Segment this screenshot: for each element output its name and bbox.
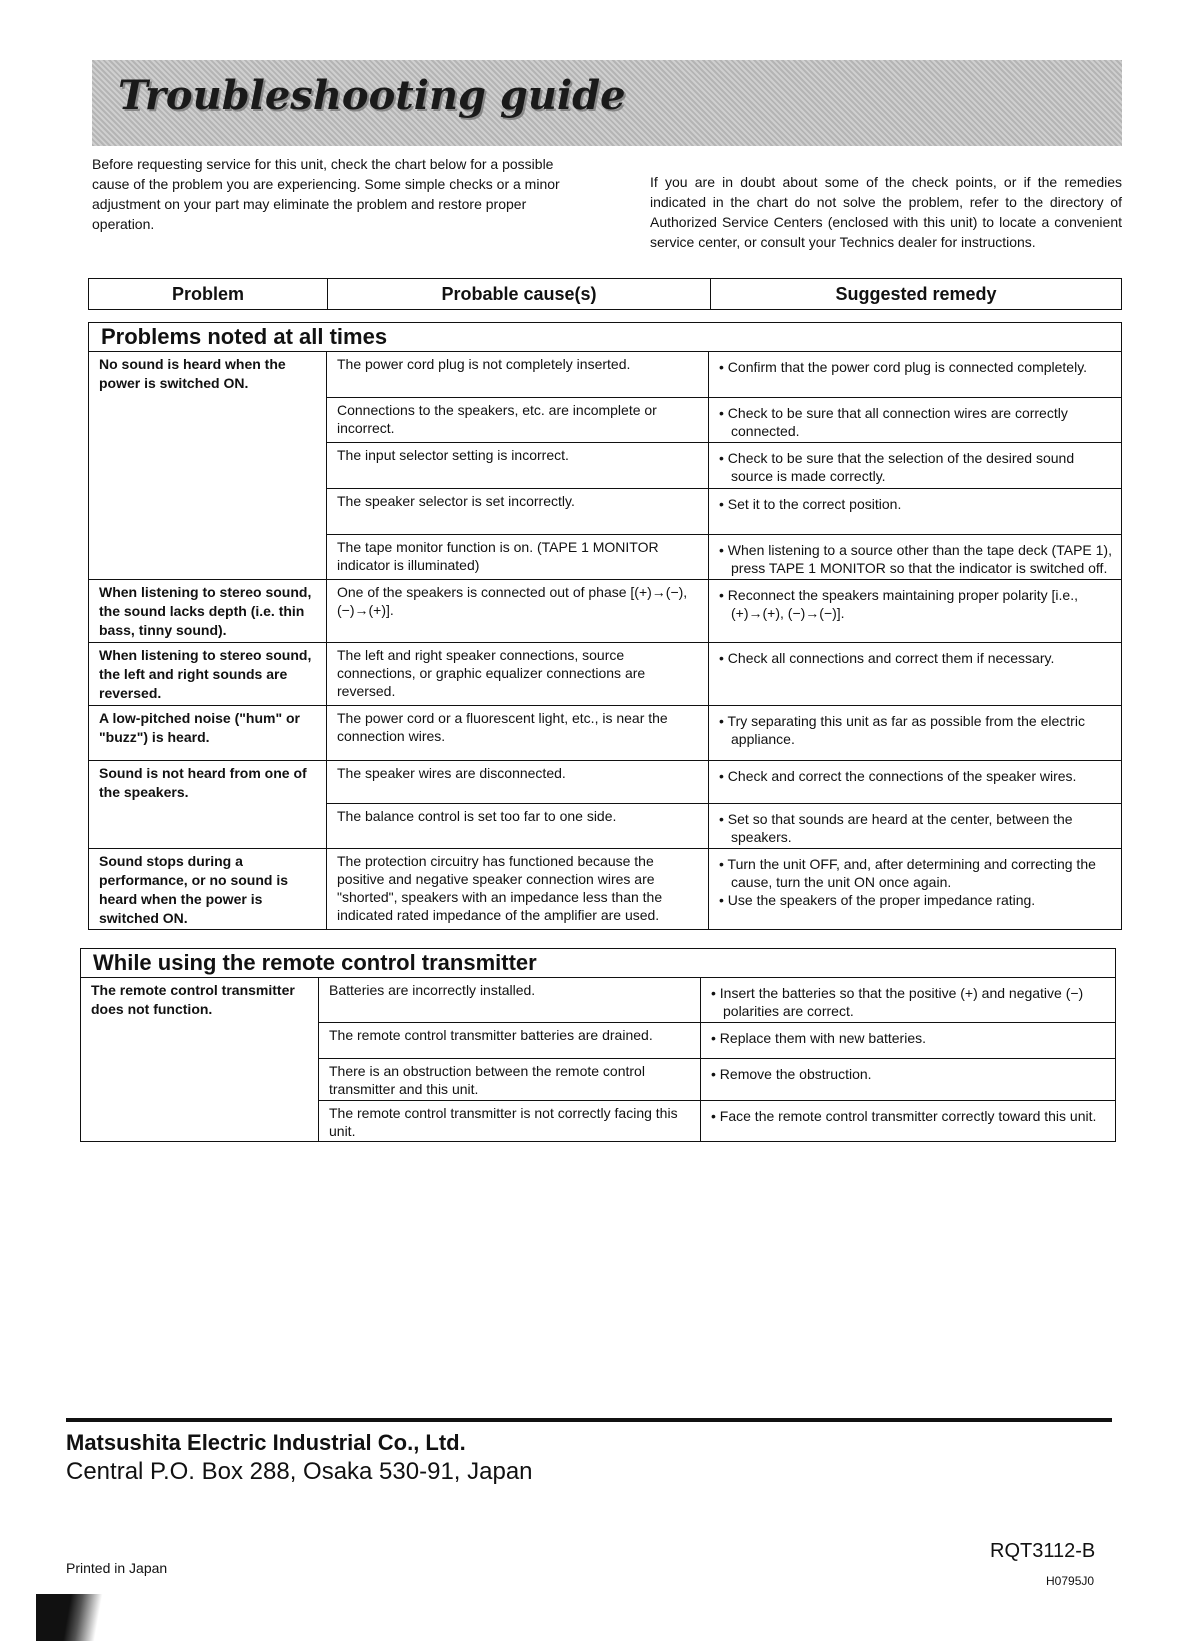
problem-group (89, 352, 1121, 580)
cause-text: There is an obstruction between the remote control transmitter and this unit. (319, 1059, 701, 1100)
problem-group (89, 849, 1121, 930)
table-row (327, 849, 1121, 930)
problem-text: Sound stops during a performance, or no sound is heard when the power is switched ON. (89, 849, 327, 930)
remedy-cell (701, 1023, 1115, 1058)
problem-group (81, 978, 1115, 1142)
problem-text: When listening to stereo sound, the sound lacks depth (i.e. thin bass, tinny sound). (89, 580, 327, 642)
remedy-cell (701, 1101, 1115, 1142)
remedy-text: • Insert the batteries so that the positive (+) and negative (−) polarities are correct. (711, 984, 1109, 1020)
problem-text: The remote control transmitter does not function. (81, 978, 319, 1142)
problem-text: No sound is heard when the power is switched ON. (89, 352, 327, 579)
remedy-text: • Remove the obstruction. (711, 1065, 1109, 1083)
title-banner (92, 60, 1122, 146)
remedy-text: • Check all connections and correct them if necessary. (719, 649, 1115, 667)
cause-text: The power cord plug is not completely inserted. (327, 352, 709, 397)
remedy-text: • Set it to the correct position. (719, 495, 1115, 513)
section-all-times (88, 322, 1122, 930)
table-row (327, 443, 1121, 489)
problem-text: When listening to stereo sound, the left and right sounds are reversed. (89, 643, 327, 705)
cause-text: Batteries are incorrectly installed. (319, 978, 701, 1022)
header-problem: Problem (89, 279, 328, 309)
table-row (319, 1023, 1115, 1059)
section-title: Problems noted at all times (89, 323, 1121, 352)
remedy-cell (709, 706, 1121, 760)
table-row (319, 1101, 1115, 1142)
page-title: Troubleshooting guide (118, 72, 626, 119)
cause-text: The remote control transmitter is not correctly facing this unit. (319, 1101, 701, 1142)
remedy-cell (709, 398, 1121, 443)
remedy-text: • When listening to a source other than the tape deck (TAPE 1), press TAPE 1 MONITOR so that the indicator is switched off. (719, 541, 1115, 577)
cause-text: The tape monitor function is on. (TAPE 1 MONITOR indicator is illuminated) (327, 535, 709, 580)
table-row (327, 398, 1121, 444)
cause-text: The input selector setting is incorrect. (327, 443, 709, 488)
header-remedy: Suggested remedy (835, 283, 997, 304)
remedy-text: • Set so that sounds are heard at the center, between the speakers. (719, 810, 1115, 846)
table-row (327, 535, 1121, 580)
cause-text: The speaker selector is set incorrectly. (327, 489, 709, 534)
remedy-cell (709, 643, 1121, 705)
table-row (327, 352, 1121, 398)
cause-text: The protection circuitry has functioned because the positive and negative speaker connection wires are "shorted", speakers with an impedance less than the indicated rated impedance of the amplifier are used. (327, 849, 709, 930)
remedy-text: • Check to be sure that all connection wires are correctly connected. (719, 404, 1115, 440)
intro-left-paragraph: Before requesting service for this unit, check the chart below for a possible cause of the problem you are experiencing. Some simple checks or a minor adjustment on your part may eliminate the problem and restore proper operation. (92, 156, 560, 232)
table-row (327, 580, 1121, 642)
remedy-text: • Check to be sure that the selection of the desired sound source is made correctly. (719, 449, 1115, 485)
remedy-text: • Confirm that the power cord plug is connected completely. (719, 358, 1115, 376)
footer-divider (66, 1418, 1112, 1422)
table-row (327, 489, 1121, 535)
cause-text: The remote control transmitter batteries are drained. (319, 1023, 701, 1058)
header-cause: Probable cause(s) (328, 279, 711, 309)
section-title: While using the remote control transmitter (81, 949, 1115, 978)
model-number: RQT3112-B (990, 1540, 1096, 1562)
table-row (319, 1059, 1115, 1101)
remedy-text: • Replace them with new batteries. (711, 1029, 1109, 1047)
remedy-cell (709, 443, 1121, 488)
remedy-cell (709, 849, 1121, 930)
remedy-cell (701, 978, 1115, 1022)
cause-text: The balance control is set too far to one side. (327, 804, 709, 848)
printed-in: Printed in Japan (66, 1560, 168, 1576)
remedy-cell (709, 535, 1121, 580)
company-name: Matsushita Electric Industrial Co., Ltd. (66, 1430, 466, 1455)
remedy-cell (709, 489, 1121, 534)
print-code: H0795J0 (1046, 1574, 1095, 1588)
table-row (327, 643, 1121, 705)
problem-text: Sound is not heard from one of the speakers. (89, 761, 327, 848)
remedy-cell (701, 1059, 1115, 1100)
remedy-text: • Turn the unit OFF, and, after determining and correcting the cause, turn the unit ON once again. (719, 855, 1115, 891)
scan-corner-mark (36, 1594, 106, 1641)
remedy-text: • Check and correct the connections of the speaker wires. (719, 767, 1115, 785)
table-row (327, 761, 1121, 804)
intro-right-paragraph: If you are in doubt about some of the check points, or if the remedies indicated in the chart do not solve the problem, refer to the directory of Authorized Service Centers (enclosed with this unit) to locate a convenient service center, or consult your Technics dealer for instructions. (650, 174, 1122, 250)
remedy-cell (709, 352, 1121, 397)
remedy-cell (709, 804, 1121, 848)
problem-group (89, 580, 1121, 643)
table-row (319, 978, 1115, 1023)
problem-group (89, 643, 1121, 706)
section-remote-control (80, 948, 1116, 1142)
table-row (327, 706, 1121, 760)
cause-text: The left and right speaker connections, source connections, or graphic equalizer connections are reversed. (327, 643, 709, 705)
remedy-text: • Face the remote control transmitter correctly toward this unit. (711, 1107, 1109, 1125)
problem-text: A low-pitched noise ("hum" or "buzz") is heard. (89, 706, 327, 760)
table-header (88, 278, 1122, 310)
problem-group (89, 761, 1121, 849)
cause-text: One of the speakers is connected out of phase [(+)→(−), (−)→(+)]. (327, 580, 709, 642)
remedy-text: • Use the speakers of the proper impedance rating. (719, 891, 1115, 909)
cause-text: The power cord or a fluorescent light, etc., is near the connection wires. (327, 706, 709, 760)
cause-text: The speaker wires are disconnected. (327, 761, 709, 803)
remedy-text: • Reconnect the speakers maintaining proper polarity [i.e., (+)→(+), (−)→(−)]. (719, 586, 1115, 622)
company-address: Central P.O. Box 288, Osaka 530-91, Japan (66, 1458, 533, 1485)
table-row (327, 804, 1121, 848)
remedy-text: • Try separating this unit as far as possible from the electric appliance. (719, 712, 1115, 748)
cause-text: Connections to the speakers, etc. are incomplete or incorrect. (327, 398, 709, 443)
problem-group (89, 706, 1121, 761)
remedy-cell (709, 580, 1121, 642)
remedy-cell (709, 761, 1121, 803)
